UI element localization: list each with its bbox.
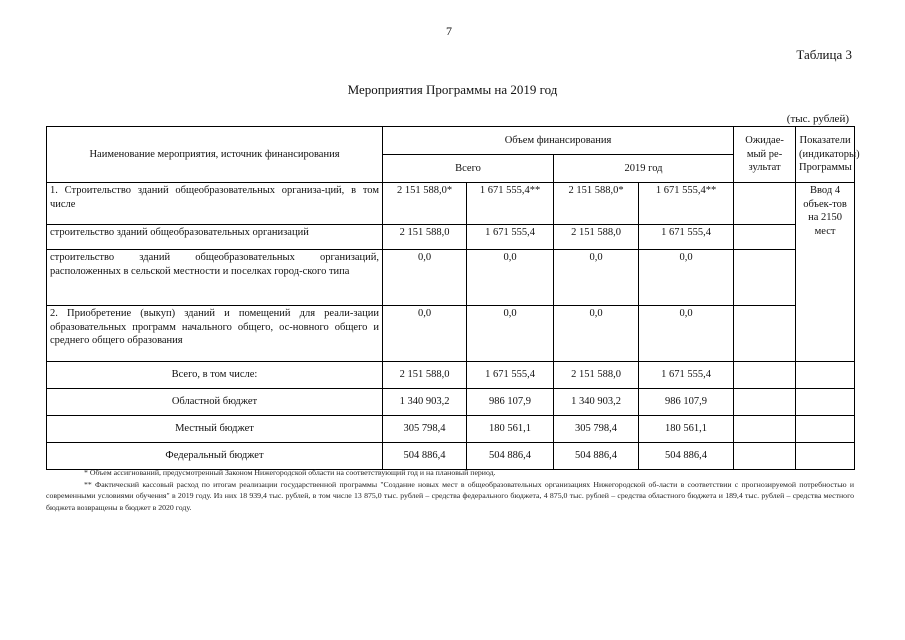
cell-expected [734,389,796,416]
cell-expected [734,443,796,470]
cell-total-actual: 0,0 [467,250,554,306]
cell-year-actual: 986 107,9 [639,389,734,416]
cell-total-planned: 0,0 [383,250,467,306]
cell-expected [734,183,796,225]
table-row [47,225,855,250]
cell-year-actual: 180 561,1 [639,416,734,443]
table-label: Таблица 3 [796,47,852,62]
footnote-2: ** Фактический кассовый расход по итогам реализации государственной программы "Создание новых мест в общеобразовательных организациях Нижегородской об-ласти в соответствии с прогнозируемой потребностью и современными условиями обучения" в 2019 году. Из них 18 939,4 тыс. рублей, в том числе 13 875,0 тыс. рублей – средства федерального бюджета, 4 875,0 тыс. рублей – средства областного бюджета и 189,4 тыс. рублей – средства местного бюджета возвращены в бюджет в 2020 году. [46,479,854,513]
cell-expected [734,416,796,443]
cell-year-actual: 0,0 [639,306,734,362]
header-year: 2019 год [554,155,734,183]
cell-total-planned: 2 151 588,0* [383,183,467,225]
total-name: Областной бюджет [47,389,383,416]
cell-indicator [796,362,855,389]
cell-year-actual: 504 886,4 [639,443,734,470]
cell-year-actual: 1 671 555,4** [639,183,734,225]
cell-total-planned: 0,0 [383,306,467,362]
cell-year-actual: 0,0 [639,250,734,306]
cell-year-planned: 2 151 588,0 [554,362,639,389]
funding-table [46,126,860,470]
total-row [47,389,855,416]
units-note: (тыс. рублей) [786,113,849,125]
cell-expected [734,250,796,306]
cell-indicator [796,416,855,443]
cell-total-planned: 2 151 588,0 [383,362,467,389]
cell-year-actual: 1 671 555,4 [639,362,734,389]
cell-year-planned: 504 886,4 [554,443,639,470]
header-total: Всего [383,155,554,183]
table-row [47,183,855,225]
row-name: 2. Приобретение (выкуп) зданий и помещений для реали-зации образовательных программ начального общего, ос-новного общего и среднего общего образования [47,306,383,362]
total-name: Всего, в том числе: [47,362,383,389]
cell-total-planned: 504 886,4 [383,443,467,470]
cell-expected [734,225,796,250]
cell-total-actual: 1 671 555,4 [467,362,554,389]
cell-total-planned: 1 340 903,2 [383,389,467,416]
cell-expected [734,306,796,362]
table-row [47,306,855,362]
cell-total-actual: 986 107,9 [467,389,554,416]
cell-total-planned: 305 798,4 [383,416,467,443]
header-expected-result: Ожидае-мый ре-зультат [734,127,796,183]
total-name: Федеральный бюджет [47,443,383,470]
footnotes [46,467,854,514]
cell-total-actual: 0,0 [467,306,554,362]
cell-indicator [796,443,855,470]
cell-total-actual: 180 561,1 [467,416,554,443]
table-row [47,250,855,306]
cell-year-planned: 1 340 903,2 [554,389,639,416]
total-row [47,362,855,389]
cell-expected [734,362,796,389]
cell-year-planned: 0,0 [554,306,639,362]
header-funding: Объем финансирования [383,127,734,155]
document-title: Мероприятия Программы на 2019 год [347,82,558,97]
cell-total-actual: 1 671 555,4** [467,183,554,225]
cell-total-actual: 1 671 555,4 [467,225,554,250]
cell-total-actual: 504 886,4 [467,443,554,470]
total-row [47,416,855,443]
cell-indicator [796,389,855,416]
header-indicators: Показатели (индикаторы) Программы [796,127,855,183]
cell-year-planned: 2 151 588,0* [554,183,639,225]
total-name: Местный бюджет [47,416,383,443]
row-name: 1. Строительство зданий общеобразовательных организа-ций, в том числе [47,183,383,225]
cell-year-actual: 1 671 555,4 [639,225,734,250]
header-name: Наименование мероприятия, источник финансирования [47,127,383,183]
indicator-cell: Ввод 4 объек-тов на 2150 мест [796,183,855,362]
page-number: 7 [446,24,452,38]
total-row [47,443,855,470]
footnote-1: * Объем ассигнований, предусмотренный Законом Нижегородской области на соответствующий год и на плановый период. [84,468,496,477]
cell-year-planned: 0,0 [554,250,639,306]
cell-total-planned: 2 151 588,0 [383,225,467,250]
cell-year-planned: 2 151 588,0 [554,225,639,250]
row-name: строительство зданий общеобразовательных организаций [47,225,383,250]
cell-year-planned: 305 798,4 [554,416,639,443]
row-name: строительство зданий общеобразовательных организаций, расположенных в сельской местности и поселках город-ского типа [47,250,383,306]
